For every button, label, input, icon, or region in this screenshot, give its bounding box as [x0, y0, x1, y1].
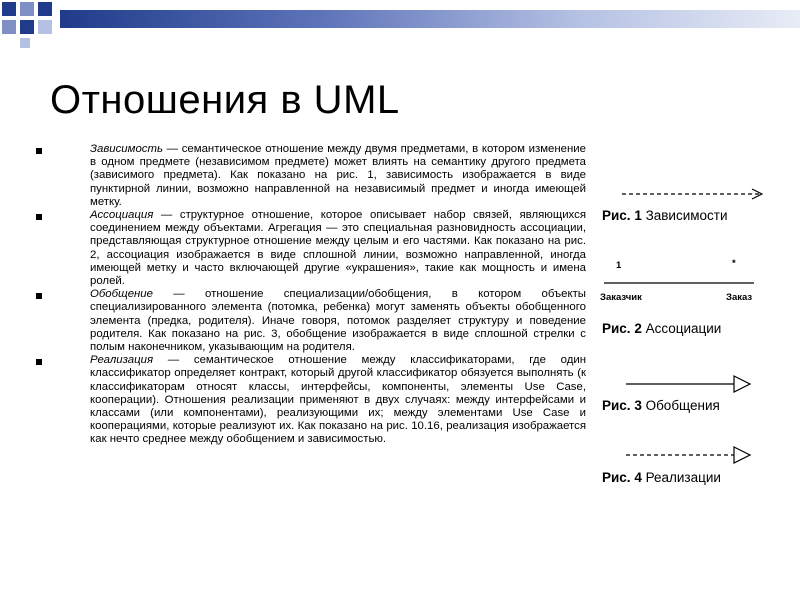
list-item-association: [36, 209, 586, 288]
term: Реализация: [90, 354, 154, 367]
list-item-realization: [36, 354, 586, 446]
multiplicity-right: *: [732, 258, 736, 269]
deco-square-6: [38, 20, 52, 34]
paragraph: [90, 354, 586, 446]
dependency-arrow-icon: [620, 184, 780, 204]
deco-square-5: [20, 20, 34, 34]
term: Обобщение: [90, 288, 153, 301]
deco-square-4: [2, 20, 16, 34]
bullet-square-icon: [36, 293, 42, 299]
role-right: Заказ: [726, 292, 753, 303]
definition: — семантическое отношение между классификаторами, где один классификатор определяет контракт, который другой классификатор обязуется выполнять (к классификаторам относят классы, интерфейсы, компоненты, элементы Use Case, кооперации). Отношения реализации применяют в двух случаях: между интерфейсами и классами (или компонентами), реализующими их; между элементами Use Case и кооперациями, которые реализуют их. Как показано на рис. 10.16, реализация изображается как нечто среднее между обобщением и зависимостью.: [90, 354, 586, 446]
bullet-square-icon: [36, 148, 42, 154]
definition: — семантическое отношение между двумя предметами, в котором изменение в одном предмете (независимом предмете) может влиять на семантику другого предмета (зависимого предмета). Как показано на рис. 1, зависимость изображается в виде пунктирной линии, возможно направленной на независимый предмет и иногда имеющей метку.: [90, 143, 586, 208]
deco-square-2: [20, 2, 34, 16]
deco-square-1: [2, 2, 16, 16]
definition: — отношение специализации/обобщения, в котором объекты специализированного элемента (потомка, ребенка) могут заменять объекты обобщенного элемента (предка, родителя). Иначе говоря, потомок разделяет структуру и поведение родителя. Как показано на рис. 3, обобщение изображается в виде сплошной стрелки с полым наконечником, указывающим на родителя.: [90, 288, 586, 354]
figure-caption: Рис. 2 Ассоциации: [602, 321, 722, 336]
association-line-icon: [604, 278, 764, 288]
figure-caption: Рис. 1 Зависимости: [602, 208, 728, 223]
paragraph: [90, 143, 586, 209]
multiplicity-left: 1: [616, 260, 622, 271]
deco-square-3: [38, 2, 52, 16]
deco-square-7: [20, 38, 30, 48]
term: Ассоциация: [90, 209, 154, 222]
term: Зависимость: [90, 143, 163, 155]
realization-arrow-icon: [624, 443, 764, 467]
list-item-dependency: [36, 143, 586, 209]
bullet-list: [36, 143, 586, 447]
top-decoration: [0, 0, 800, 40]
paragraph: [90, 288, 586, 354]
generalization-arrow-icon: [624, 372, 764, 396]
paragraph: [90, 209, 586, 288]
list-item-generalization: [36, 288, 586, 354]
figure-caption: Рис. 3 Обобщения: [602, 398, 720, 413]
slide-title: Отношения в UML: [50, 78, 400, 122]
title-band: [60, 10, 800, 28]
role-left: Заказчик: [600, 292, 642, 303]
definition: — структурное отношение, которое описывает набор связей, являющихся соединением между объектами. Агрегация — это специальная разновидность ассоциации, представляющая структурное отношение между целым и его частями. Как показано на рис. 2, ассоциация изображается в виде сплошной линии, возможно направленной, иногда имеющей метку и часто включающей другие «украшения», такие как мощность и имена ролей.: [90, 209, 586, 288]
bullet-square-icon: [36, 359, 42, 365]
bullet-square-icon: [36, 214, 42, 220]
figure-caption: Рис. 4 Реализации: [602, 470, 721, 485]
